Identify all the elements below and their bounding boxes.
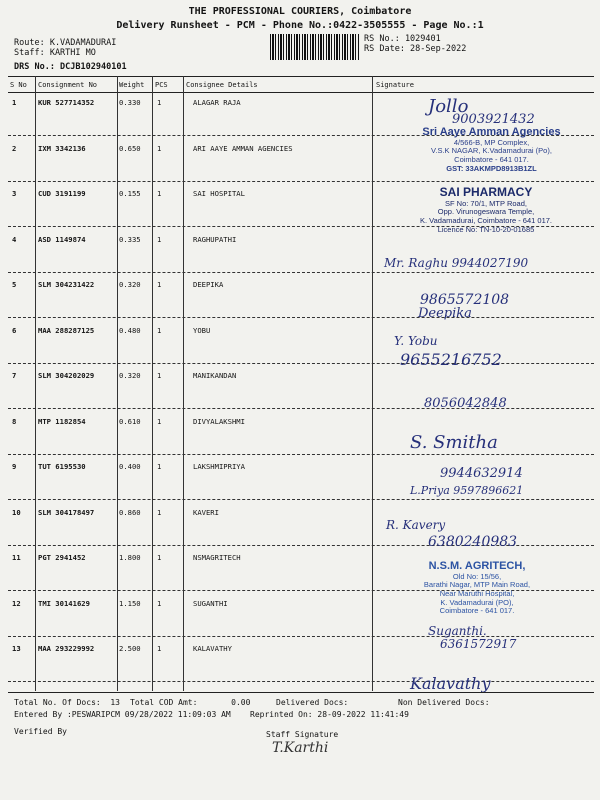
rs-number: RS No.: 1029401	[364, 34, 441, 44]
cell-sno: 2	[12, 143, 17, 153]
cell-cno: KUR 527714352	[38, 98, 95, 107]
row-divider	[8, 454, 594, 455]
cell-sno: 3	[12, 189, 17, 198]
signature-row-10-phone: 6380240983	[428, 534, 518, 550]
reprinted-on: Reprinted On: 28-09-2022 11:41:49	[250, 710, 409, 719]
col-header-signature: Signature	[376, 81, 414, 89]
signature-row-1: Jollo	[428, 96, 469, 117]
signature-row-1-phone: 9003921432	[452, 112, 535, 127]
cell-wt: 0.610	[119, 416, 141, 426]
cell-wt: 2.500	[119, 644, 141, 653]
column-divider	[117, 76, 118, 691]
signature-row-5: Deepika	[418, 306, 472, 321]
cell-name: DIVYALAKSHMI	[193, 416, 245, 426]
row-divider	[8, 499, 594, 500]
signature-row-8: S. Smitha	[410, 432, 498, 453]
cell-pcs: 1	[157, 234, 162, 244]
cell-name: ARI AAYE AMMAN AGENCIES	[193, 143, 293, 153]
cell-pcs: 1	[157, 371, 162, 380]
signature-row-9-phone: 9944632914	[440, 466, 523, 481]
cell-cno: MTP 1182854	[38, 416, 86, 426]
staff-label: Staff: KARTHI MO	[14, 48, 96, 58]
cell-pcs: 1	[157, 553, 162, 562]
entered-by: Entered By :PESWARIPCM 09/28/2022 11:09:03 AM	[14, 710, 231, 719]
signature-row-7-phone: 8056042848	[424, 396, 507, 411]
cell-name: KALAVATHY	[193, 644, 232, 653]
signature-row-9: L.Priya 9597896621	[410, 484, 524, 497]
column-divider	[183, 76, 184, 691]
verified-by: Verified By	[14, 727, 67, 736]
cell-wt: 1.150	[119, 598, 141, 608]
cell-pcs: 1	[157, 644, 162, 653]
stamp-pharmacy: SAI PHARMACY SF No: 70/1, MTP Road, Opp. Virunogeswara Temple, K. Vadamadurai, Coimbatore - 641 017. Licence No: TN-10-20-01685	[419, 185, 553, 234]
company-title: THE PROFESSIONAL COURIERS, Coimbatore	[188, 6, 412, 17]
cell-name: YOBU	[193, 325, 211, 335]
cell-name: MANIKANDAN	[193, 371, 237, 380]
cell-sno: 11	[12, 553, 21, 562]
col-header-consignment: Consignment No	[38, 81, 98, 89]
cell-cno: SLM 304231422	[38, 280, 95, 289]
staff-signature: T.Karthi	[272, 740, 329, 756]
stamp-agritech: N.S.M. AGRITECH, Old No: 15/56, Barathi Nagar, MTP Main Road, Near Maruthi Hospital, K. Vadamadurai (PO), Coimbatore - 641 017.	[423, 560, 531, 616]
column-divider	[35, 76, 36, 691]
cell-sno: 1	[12, 98, 17, 107]
signature-row-13: Kalavathy	[410, 674, 491, 693]
cell-pcs: 1	[157, 98, 162, 107]
cell-wt: 0.860	[119, 507, 141, 517]
cell-sno: 5	[12, 280, 17, 289]
col-header-sno: S No	[10, 81, 27, 89]
staff-signature-label: Staff Signature	[266, 730, 339, 739]
cell-wt: 0.650	[119, 143, 141, 153]
cell-wt: 1.800	[119, 553, 141, 562]
cell-cno: SLM 304202029	[38, 371, 95, 380]
non-delivered-docs: Non Delivered Docs:	[398, 698, 490, 707]
cell-cno: TMI 30141629	[38, 598, 90, 608]
cell-cno: ASD 1149874	[38, 234, 86, 244]
table-header-rule	[8, 92, 594, 93]
cell-pcs: 1	[157, 325, 162, 335]
cell-cno: SLM 304178497	[38, 507, 95, 517]
row-divider	[8, 272, 594, 273]
rs-date: RS Date: 28-Sep-2022	[364, 44, 467, 54]
cell-cno: TUT 6195530	[38, 462, 86, 471]
delivered-docs: Delivered Docs:	[276, 698, 349, 707]
cell-name: ALAGAR RAJA	[193, 98, 241, 107]
signature-row-4: Mr. Raghu 9944027190	[384, 256, 529, 270]
cell-name: RAGHUPATHI	[193, 234, 237, 244]
cell-sno: 10	[12, 507, 21, 517]
cell-cno: CUD 3191199	[38, 189, 86, 198]
cell-pcs: 1	[157, 143, 162, 153]
cell-cno: MAA 288287125	[38, 325, 95, 335]
cell-wt: 0.480	[119, 325, 141, 335]
row-divider	[8, 181, 594, 182]
cell-sno: 4	[12, 234, 17, 244]
cell-wt: 0.330	[119, 98, 141, 107]
cell-wt: 0.400	[119, 462, 141, 471]
cell-name: DEEPIKA	[193, 280, 224, 289]
cell-sno: 13	[12, 644, 21, 653]
drs-number: DRS No.: DCJB102940101	[14, 62, 127, 72]
cell-pcs: 1	[157, 507, 162, 517]
col-header-weight: Weight	[119, 81, 145, 89]
cell-sno: 6	[12, 325, 17, 335]
signature-row-6-phone: 9655216752	[400, 350, 502, 369]
route-label: Route: K.VADAMADURAI	[14, 38, 117, 48]
row-divider	[8, 363, 594, 364]
cell-pcs: 1	[157, 416, 162, 426]
col-header-pcs: PCS	[155, 81, 168, 89]
cell-cno: PGT 2941452	[38, 553, 86, 562]
cell-name: SUGANTHI	[193, 598, 228, 608]
cell-pcs: 1	[157, 280, 162, 289]
cell-sno: 7	[12, 371, 17, 380]
cell-pcs: 1	[157, 189, 162, 198]
cell-cno: MAA 293229992	[38, 644, 95, 653]
cell-name: SAI HOSPITAL	[193, 189, 245, 198]
cell-sno: 9	[12, 462, 17, 471]
stamp-agencies: Sri Aaye Amman Agencies 4/566-B, MP Complex, V.S.K NAGAR, K.Vadamadurai (Po), Coimbatore - 641 017. GST: 33AKMPD8913B1ZL	[422, 126, 561, 173]
cell-wt: 0.320	[119, 280, 141, 289]
cell-name: LAKSHMIPRIYA	[193, 462, 245, 471]
col-header-consignee: Consignee Details	[186, 81, 258, 89]
row-divider	[8, 681, 594, 682]
cell-sno: 12	[12, 598, 21, 608]
cell-wt: 0.155	[119, 189, 141, 198]
total-cod: Total COD Amt: 0.00	[130, 698, 251, 707]
signature-row-12: Suganthi.	[428, 624, 487, 638]
column-divider	[372, 76, 373, 691]
cell-wt: 0.320	[119, 371, 141, 380]
signature-row-12-phone: 6361572917	[440, 637, 517, 651]
cell-cno: IXM 3342136	[38, 143, 86, 153]
cell-name: KAVERI	[193, 507, 219, 517]
cell-pcs: 1	[157, 462, 162, 471]
total-docs: Total No. Of Docs: 13	[14, 698, 120, 707]
cell-sno: 8	[12, 416, 17, 426]
cell-wt: 0.335	[119, 234, 141, 244]
signature-row-5-phone: 9865572108	[420, 292, 510, 308]
cell-pcs: 1	[157, 598, 162, 608]
row-divider	[8, 317, 594, 318]
signature-row-10: R. Kavery	[386, 518, 446, 532]
signature-row-6: Y. Yobu	[394, 334, 438, 348]
footer-rule	[8, 692, 594, 693]
table-top-rule	[8, 76, 594, 77]
runsheet-title: Delivery Runsheet - PCM - Phone No.:0422-3505555 - Page No.:1	[116, 20, 484, 31]
barcode	[270, 34, 360, 60]
column-divider	[152, 76, 153, 691]
cell-name: NSMAGRITECH	[193, 553, 241, 562]
